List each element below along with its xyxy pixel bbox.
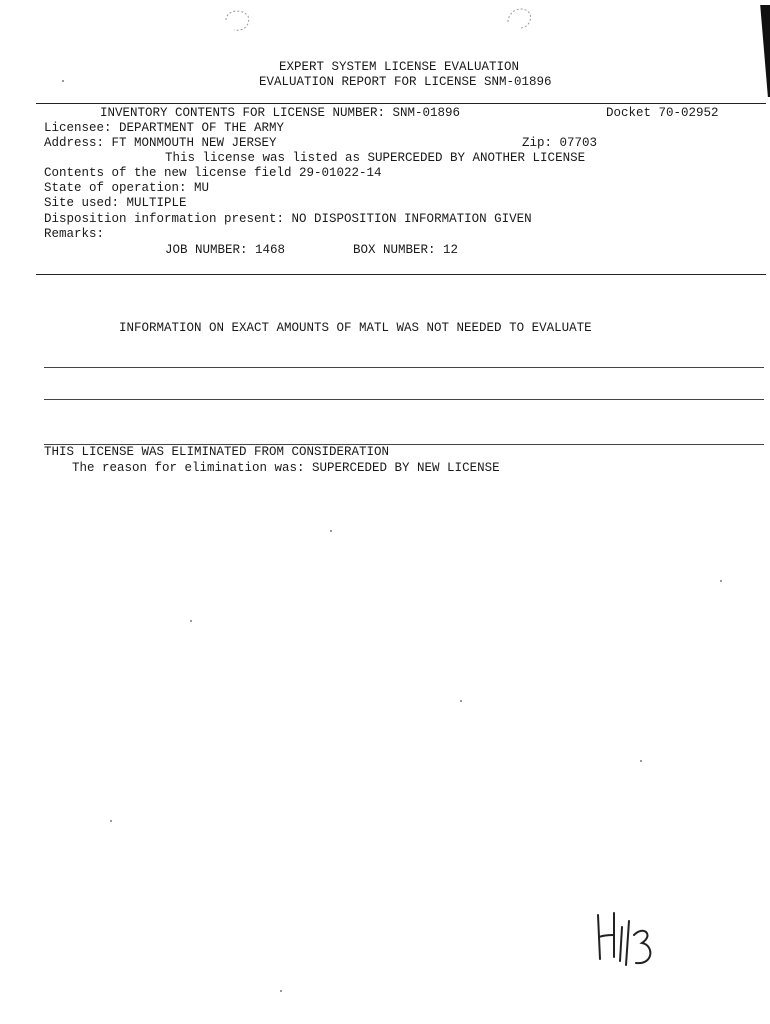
scan-edge-mark [756,5,770,97]
punch-hole-mark-right [502,2,538,36]
zip-code: Zip: 07703 [522,136,598,150]
scan-noise [280,990,282,992]
section-divider-inventory-end [36,274,766,275]
scan-noise [330,530,332,532]
state-of-operation: State of operation: MU [44,181,210,195]
job-number: JOB NUMBER: 1468 [165,243,286,257]
docket-number: Docket 70-02952 [606,106,719,120]
report-subtitle: EVALUATION REPORT FOR LICENSE SNM-01896 [259,75,552,89]
material-note: INFORMATION ON EXACT AMOUNTS OF MATL WAS NOT NEEDED TO EVALUATE [119,321,592,335]
address-line: Address: FT MONMOUTH NEW JERSEY [44,136,277,150]
punch-hole-mark-left [218,4,258,38]
scan-noise [460,700,462,702]
scan-noise [190,620,192,622]
handwritten-note [592,905,662,975]
licensee-line: Licensee: DEPARTMENT OF THE ARMY [44,121,285,135]
disposition-line: Disposition information present: NO DISPOSITION INFORMATION GIVEN [44,212,532,226]
license-status-line: This license was listed as SUPERCEDED BY ANOTHER LICENSE [165,151,586,165]
blank-line-2 [44,399,764,400]
box-number: BOX NUMBER: 12 [353,243,459,257]
scan-noise [110,820,112,822]
section-divider-top [36,103,766,104]
new-license-line: Contents of the new license field 29-01022-14 [44,166,382,180]
elimination-heading: THIS LICENSE WAS ELIMINATED FROM CONSIDERATION [44,445,390,459]
scan-noise [62,80,64,82]
report-title: EXPERT SYSTEM LICENSE EVALUATION [279,60,520,74]
blank-line-1 [44,367,764,368]
inventory-heading: INVENTORY CONTENTS FOR LICENSE NUMBER: SNM-01896 [100,106,461,120]
remarks-label: Remarks: [44,227,105,241]
scan-noise [640,760,642,762]
scan-noise [720,580,722,582]
site-used: Site used: MULTIPLE [44,196,187,210]
elimination-reason: The reason for elimination was: SUPERCEDED BY NEW LICENSE [72,461,500,475]
